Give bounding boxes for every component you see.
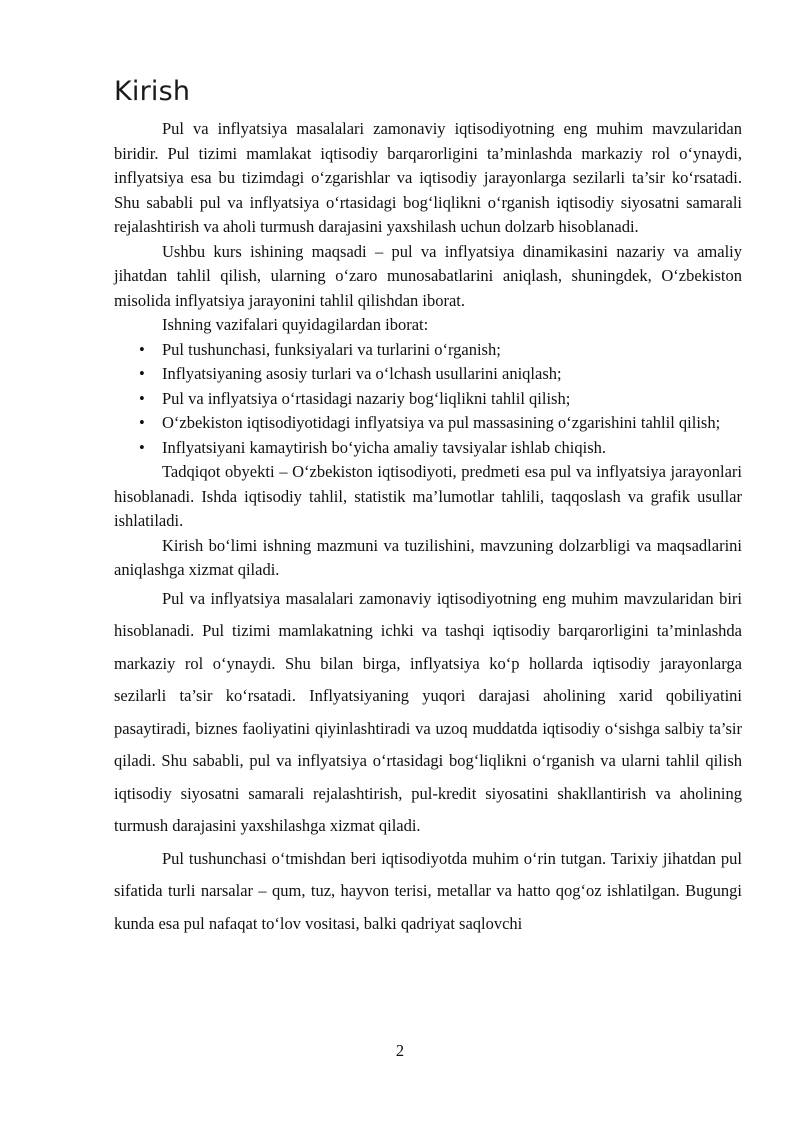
list-item	[139, 338, 742, 363]
list-item-text: O‘zbekiston iqtisodiyotidagi inflyatsiya va pul massasining o‘zgarishini tahlil qilish;	[162, 413, 721, 432]
bullet-icon: •	[139, 388, 145, 408]
paragraph: Pul tushunchasi o‘tmishdan beri iqtisodiyotda muhim o‘rin tutgan. Tarixiy jihatdan pul sifatida turli narsalar – qum, tuz, hayvon terisi, metallar va hatto qog‘oz ishlatilgan. Bugungi kunda esa pul nafaqat to‘lov vositasi, balki qadriyat saqlovchi	[114, 848, 742, 933]
paragraph: Pul va inflyatsiya masalalari zamonaviy iqtisodiyotning eng muhim mavzularidan biri hisoblanadi. Pul tizimi mamlakatning ichki va tashqi iqtisodiy barqarorligini ta’minlashda markaziy rol o‘ynaydi. Shu bilan birga, inflyatsiya ko‘p hollarda iqtisodiy jarayonlarga sezilarli ta’sir ko‘rsatadi. Inflyatsiyaning yuqori darajasi aholining xarid qobiliyatini pasaytiradi, biznes faoliyatini qiyinlashtiradi va uzoq muddatda iqtisodiy o‘sishga salbiy ta’sir qiladi. Shu sababli, pul va inflyatsiya o‘rtasidagi bog‘liqlikni o‘rganish va ularni tahlil qilish iqtisodiy siyosatni samarali rejalashtirish, pul-kredit siyosatini shakllantirish va aholining turmush darajasini yaxshilashga xizmat qiladi.	[114, 588, 742, 835]
bullet-icon: •	[139, 364, 145, 383]
list-item	[139, 387, 742, 412]
paragraph: Tadqiqot obyekti – O‘zbekiston iqtisodiyoti, predmeti esa pul va inflyatsiya jarayonlari hisoblanadi. Ishda iqtisodiy tahlil, statistik ma’lumotlar tahlili, taqqoslash va grafik usullar ishlatiladi.	[114, 462, 742, 530]
document-body	[114, 117, 742, 940]
paragraph: Ushbu kurs ishining maqsadi – pul va inflyatsiya dinamikasini nazariy va amaliy jihatdan tahlil qilish, ularning o‘zaro munosabatlarini aniqlash, shuningdek, O‘zbekiston misolida inflyatsiya jarayonini tahlil qilishdan iborat.	[114, 241, 742, 310]
section-heading: Kirish	[114, 76, 191, 107]
list-item-text: Pul va inflyatsiya o‘rtasidagi nazariy bog‘liqlikni tahlil qilish;	[162, 388, 571, 408]
paragraph: Kirish bo‘limi ishning mazmuni va tuzilishini, mavzuning dolzarbligi va maqsadlarini aniqlashga xizmat qiladi.	[114, 535, 742, 579]
list-item-text: Pul tushunchasi, funksiyalari va turlarini o‘rganish;	[162, 339, 501, 359]
main-text-block	[114, 583, 742, 941]
page-number: 2	[395, 1041, 405, 1060]
bullet-icon: •	[139, 413, 145, 432]
bullet-icon: •	[139, 437, 145, 457]
list-item-text: Inflyatsiyaning asosiy turlari va o‘lchash usullarini aniqlash;	[162, 364, 562, 383]
paragraph: Ishning vazifalari quyidagilardan iborat:	[162, 315, 429, 334]
bullet-icon: •	[139, 339, 145, 359]
paragraph: Pul va inflyatsiya masalalari zamonaviy iqtisodiyotning eng muhim mavzularidan biridir. Pul tizimi mamlakat iqtisodiy barqarorligini ta’minlashda markaziy rol o‘ynaydi, inflyatsiya esa bu tizimdagi o‘zgarishlar va iqtisodiy jarayonlarga sezilarli ta’sir ko‘rsatadi. Shu sababli pul va inflyatsiya o‘rtasidagi bog‘liqlikni o‘rganish iqtisodiy siyosatni samarali rejalashtirish va aholi turmush darajasini yaxshilash uchun dolzarb hisoblanadi.	[114, 119, 742, 236]
list-item	[139, 362, 742, 387]
intro-block	[114, 117, 742, 583]
list-item	[139, 436, 742, 461]
list-item	[139, 411, 742, 436]
task-list	[114, 338, 742, 461]
list-item-text: Inflyatsiyani kamaytirish bo‘yicha amaliy tavsiyalar ishlab chiqish.	[162, 437, 607, 457]
